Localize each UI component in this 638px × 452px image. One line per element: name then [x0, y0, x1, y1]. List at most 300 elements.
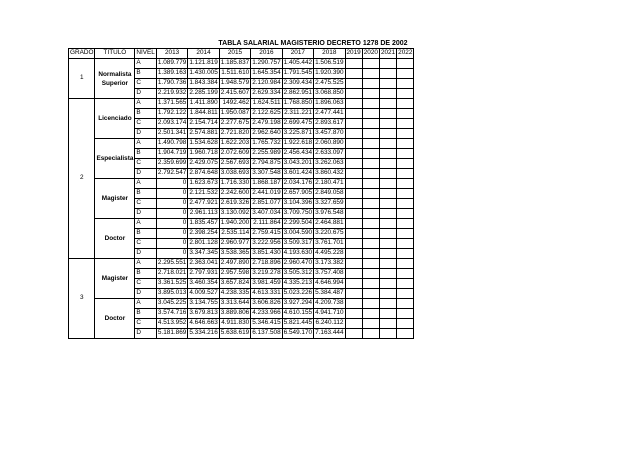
table-row	[69, 179, 414, 189]
empty-cell	[379, 219, 396, 229]
empty-cell	[397, 329, 414, 339]
salary-cell: 1492.462	[219, 99, 250, 109]
salary-cell: 2.415.607	[219, 89, 250, 99]
salary-cell: 0	[156, 219, 187, 229]
empty-cell	[345, 209, 362, 219]
empty-cell	[397, 249, 414, 259]
column-header: 2018	[314, 49, 345, 59]
empty-cell	[362, 99, 379, 109]
salary-cell: 2.893.617	[314, 119, 345, 129]
salary-cell: 3.757.408	[314, 269, 345, 279]
salary-cell: 4.941.710	[314, 309, 345, 319]
salary-cell: 1.645.354	[251, 69, 282, 79]
salary-cell: 3.574.716	[156, 309, 187, 319]
salary-cell: 4.238.335	[219, 289, 250, 299]
salary-cell: 3.538.365	[219, 249, 250, 259]
salary-cell: 3.851.430	[251, 249, 282, 259]
salary-cell: 2.477.441	[314, 109, 345, 119]
nivel-cell: C	[135, 159, 156, 169]
salary-cell: 2.567.693	[219, 159, 250, 169]
salary-cell: 5.346.415	[251, 319, 282, 329]
empty-cell	[345, 159, 362, 169]
salary-cell: 6.240.112	[314, 319, 345, 329]
salary-cell: 2.801.128	[188, 239, 219, 249]
empty-cell	[397, 239, 414, 249]
salary-cell: 4.495.228	[314, 249, 345, 259]
empty-cell	[379, 249, 396, 259]
salary-cell: 3.457.870	[314, 129, 345, 139]
nivel-cell: B	[135, 309, 156, 319]
empty-cell	[345, 179, 362, 189]
nivel-cell: D	[135, 209, 156, 219]
salary-cell: 3.361.525	[156, 279, 187, 289]
empty-cell	[397, 159, 414, 169]
empty-cell	[379, 309, 396, 319]
salary-cell: 3.509.317	[282, 239, 313, 249]
empty-cell	[379, 279, 396, 289]
empty-cell	[397, 299, 414, 309]
salary-cell: 4.610.155	[282, 309, 313, 319]
empty-cell	[362, 179, 379, 189]
empty-cell	[362, 219, 379, 229]
salary-cell: 5.638.619	[219, 329, 250, 339]
empty-cell	[379, 329, 396, 339]
salary-cell: 4.009.527	[188, 289, 219, 299]
empty-cell	[345, 229, 362, 239]
salary-cell: 2.862.951	[282, 89, 313, 99]
empty-cell	[379, 259, 396, 269]
empty-cell	[345, 149, 362, 159]
salary-cell: 0	[156, 179, 187, 189]
salary-cell: 3.347.345	[188, 249, 219, 259]
nivel-cell: D	[135, 169, 156, 179]
salary-table	[68, 48, 414, 339]
salary-cell: 2.721.820	[219, 129, 250, 139]
empty-cell	[362, 119, 379, 129]
empty-cell	[362, 89, 379, 99]
salary-cell: 2.034.176	[282, 179, 313, 189]
empty-cell	[345, 89, 362, 99]
grado-cell: 1	[69, 59, 95, 99]
empty-cell	[362, 269, 379, 279]
salary-cell: 1.490.798	[156, 139, 187, 149]
empty-cell	[345, 279, 362, 289]
empty-cell	[397, 319, 414, 329]
nivel-cell: A	[135, 219, 156, 229]
empty-cell	[397, 169, 414, 179]
empty-cell	[379, 119, 396, 129]
salary-cell: 0	[156, 239, 187, 249]
salary-cell: 3.220.675	[314, 229, 345, 239]
salary-cell: 2.759.415	[251, 229, 282, 239]
empty-cell	[345, 119, 362, 129]
salary-cell: 2.961.113	[188, 209, 219, 219]
salary-cell: 3.657.824	[219, 279, 250, 289]
salary-cell: 4.335.213	[282, 279, 313, 289]
salary-cell: 5.334.216	[188, 329, 219, 339]
salary-cell: 3.313.644	[219, 299, 250, 309]
salary-cell: 3.606.826	[251, 299, 282, 309]
empty-cell	[379, 189, 396, 199]
empty-cell	[379, 139, 396, 149]
salary-cell: 2.960.977	[219, 239, 250, 249]
empty-cell	[345, 219, 362, 229]
empty-cell	[379, 239, 396, 249]
empty-cell	[362, 289, 379, 299]
empty-cell	[345, 129, 362, 139]
salary-cell: 3.981.459	[251, 279, 282, 289]
salary-cell: 5.023.226	[282, 289, 313, 299]
empty-cell	[362, 189, 379, 199]
salary-cell: 3.219.278	[251, 269, 282, 279]
salary-cell: 3.043.201	[282, 159, 313, 169]
empty-cell	[362, 159, 379, 169]
salary-cell: 1.716.330	[219, 179, 250, 189]
salary-cell: 3.927.294	[282, 299, 313, 309]
nivel-cell: C	[135, 239, 156, 249]
empty-cell	[379, 79, 396, 89]
empty-cell	[362, 239, 379, 249]
empty-cell	[397, 309, 414, 319]
salary-cell: 0	[156, 229, 187, 239]
salary-cell: 2.479.198	[251, 119, 282, 129]
nivel-cell: A	[135, 299, 156, 309]
salary-cell: 3.045.225	[156, 299, 187, 309]
salary-cell: 3.262.063	[314, 159, 345, 169]
salary-cell: 4.911.830	[219, 319, 250, 329]
salary-cell: 2.633.097	[314, 149, 345, 159]
salary-cell: 1.623.673	[188, 179, 219, 189]
empty-cell	[362, 149, 379, 159]
salary-cell: 1.411.890	[188, 99, 219, 109]
salary-cell: 0	[156, 209, 187, 219]
salary-cell: 3.679.813	[188, 309, 219, 319]
empty-cell	[397, 139, 414, 149]
table-row	[69, 299, 414, 309]
salary-cell: 1.768.850	[282, 99, 313, 109]
column-header: 2022	[397, 49, 414, 59]
salary-cell: 6.137.508	[251, 329, 282, 339]
salary-cell: 2.121.532	[188, 189, 219, 199]
column-header: 2014	[188, 49, 219, 59]
titulo-cell: Especialista	[95, 139, 135, 179]
empty-cell	[345, 199, 362, 209]
table-row	[69, 259, 414, 269]
empty-cell	[379, 289, 396, 299]
salary-cell: 2.180.471	[314, 179, 345, 189]
salary-cell: 2.111.864	[251, 219, 282, 229]
salary-cell: 2.060.890	[314, 139, 345, 149]
empty-cell	[362, 199, 379, 209]
salary-cell: 3.173.382	[314, 259, 345, 269]
nivel-cell: B	[135, 229, 156, 239]
empty-cell	[397, 59, 414, 69]
grado-cell: 2	[69, 99, 95, 259]
salary-cell: 2.072.609	[219, 149, 250, 159]
salary-cell: 2.475.525	[314, 79, 345, 89]
salary-cell: 3.860.432	[314, 169, 345, 179]
salary-cell: 2.957.598	[219, 269, 250, 279]
empty-cell	[345, 99, 362, 109]
salary-cell: 4.613.331	[251, 289, 282, 299]
empty-cell	[397, 79, 414, 89]
salary-cell: 3.709.750	[282, 209, 313, 219]
salary-cell: 3.976.548	[314, 209, 345, 219]
nivel-cell: A	[135, 99, 156, 109]
salary-cell: 3.505.312	[282, 269, 313, 279]
nivel-cell: C	[135, 199, 156, 209]
salary-cell: 1.940.200	[219, 219, 250, 229]
salary-cell: 3.601.424	[282, 169, 313, 179]
nivel-cell: A	[135, 139, 156, 149]
empty-cell	[362, 319, 379, 329]
salary-cell: 2.718.021	[156, 269, 187, 279]
header-row	[69, 49, 414, 59]
salary-cell: 4.646.663	[188, 319, 219, 329]
titulo-cell: Doctor	[95, 299, 135, 339]
salary-cell: 2.299.504	[282, 219, 313, 229]
empty-cell	[379, 199, 396, 209]
table-row	[69, 219, 414, 229]
salary-cell: 2.797.931	[188, 269, 219, 279]
salary-cell: 2.359.699	[156, 159, 187, 169]
salary-cell: 2.441.019	[251, 189, 282, 199]
empty-cell	[379, 69, 396, 79]
salary-cell: 1.843.384	[188, 79, 219, 89]
column-header: 2013	[156, 49, 187, 59]
salary-cell: 2.242.600	[219, 189, 250, 199]
empty-cell	[345, 319, 362, 329]
salary-cell: 2.535.114	[219, 229, 250, 239]
empty-cell	[362, 229, 379, 239]
salary-cell: 5.821.445	[282, 319, 313, 329]
empty-cell	[397, 229, 414, 239]
salary-cell: 3.460.354	[188, 279, 219, 289]
empty-cell	[362, 169, 379, 179]
salary-cell: 1.506.519	[314, 59, 345, 69]
column-header: 2015	[219, 49, 250, 59]
salary-cell: 2.718.896	[251, 259, 282, 269]
empty-cell	[397, 179, 414, 189]
salary-cell: 2.464.881	[314, 219, 345, 229]
empty-cell	[397, 199, 414, 209]
empty-cell	[345, 259, 362, 269]
salary-cell: 0	[156, 199, 187, 209]
empty-cell	[362, 109, 379, 119]
salary-cell: 3.327.659	[314, 199, 345, 209]
salary-cell: 2.574.881	[188, 129, 219, 139]
titulo-cell: Normalista Superior	[95, 59, 135, 99]
empty-cell	[345, 249, 362, 259]
salary-cell: 4.233.966	[251, 309, 282, 319]
salary-cell: 1.792.122	[156, 109, 187, 119]
empty-cell	[345, 239, 362, 249]
salary-cell: 1.624.511	[251, 99, 282, 109]
empty-cell	[345, 189, 362, 199]
empty-cell	[397, 69, 414, 79]
salary-cell: 0	[156, 189, 187, 199]
salary-cell: 2.699.475	[282, 119, 313, 129]
grado-cell: 3	[69, 259, 95, 339]
column-header: 2019	[345, 49, 362, 59]
empty-cell	[379, 159, 396, 169]
nivel-cell: A	[135, 179, 156, 189]
salary-cell: 3.104.396	[282, 199, 313, 209]
salary-cell: 2.311.221	[282, 109, 313, 119]
salary-cell: 2.277.675	[219, 119, 250, 129]
salary-cell: 3.761.701	[314, 239, 345, 249]
salary-cell: 2.295.551	[156, 259, 187, 269]
salary-cell: 2.849.058	[314, 189, 345, 199]
nivel-cell: C	[135, 119, 156, 129]
salary-cell: 1.121.819	[188, 59, 219, 69]
empty-cell	[379, 229, 396, 239]
titulo-cell: Magister	[95, 259, 135, 299]
empty-cell	[362, 329, 379, 339]
salary-cell: 2.962.640	[251, 129, 282, 139]
salary-cell: 2.309.434	[282, 79, 313, 89]
salary-cell: 3.407.034	[251, 209, 282, 219]
column-header: 2017	[282, 49, 313, 59]
salary-cell: 2.657.905	[282, 189, 313, 199]
salary-cell: 1.948.579	[219, 79, 250, 89]
salary-cell: 2.285.199	[188, 89, 219, 99]
salary-cell: 3.134.755	[188, 299, 219, 309]
salary-cell: 2.794.875	[251, 159, 282, 169]
titulo-cell: Magister	[95, 179, 135, 219]
salary-cell: 1.089.779	[156, 59, 187, 69]
salary-cell: 1.765.732	[251, 139, 282, 149]
salary-cell: 5.384.487	[314, 289, 345, 299]
salary-cell: 2.497.890	[219, 259, 250, 269]
empty-cell	[397, 269, 414, 279]
salary-cell: 3.038.693	[219, 169, 250, 179]
empty-cell	[345, 269, 362, 279]
empty-cell	[397, 259, 414, 269]
table-row	[69, 99, 414, 109]
empty-cell	[345, 309, 362, 319]
salary-cell: 2.120.984	[251, 79, 282, 89]
nivel-cell: C	[135, 79, 156, 89]
salary-cell: 3.225.871	[282, 129, 313, 139]
salary-cell: 2.093.174	[156, 119, 187, 129]
salary-cell: 2.363.041	[188, 259, 219, 269]
nivel-cell: B	[135, 109, 156, 119]
salary-cell: 4.513.952	[156, 319, 187, 329]
salary-cell: 4.193.630	[282, 249, 313, 259]
empty-cell	[397, 149, 414, 159]
empty-cell	[397, 109, 414, 119]
empty-cell	[379, 59, 396, 69]
nivel-cell: D	[135, 329, 156, 339]
salary-cell: 1.904.719	[156, 149, 187, 159]
salary-cell: 1.185.837	[219, 59, 250, 69]
empty-cell	[379, 109, 396, 119]
nivel-cell: B	[135, 149, 156, 159]
empty-cell	[345, 69, 362, 79]
empty-cell	[379, 319, 396, 329]
empty-cell	[345, 289, 362, 299]
nivel-cell: D	[135, 89, 156, 99]
salary-cell: 7.163.444	[314, 329, 345, 339]
salary-cell: 1.511.610	[219, 69, 250, 79]
salary-cell: 1.835.457	[188, 219, 219, 229]
salary-cell: 2.501.341	[156, 129, 187, 139]
salary-cell: 0	[156, 249, 187, 259]
empty-cell	[379, 269, 396, 279]
salary-cell: 3.004.590	[282, 229, 313, 239]
empty-cell	[379, 99, 396, 109]
nivel-cell: A	[135, 59, 156, 69]
empty-cell	[345, 59, 362, 69]
empty-cell	[345, 109, 362, 119]
empty-cell	[362, 209, 379, 219]
empty-cell	[379, 209, 396, 219]
empty-cell	[397, 279, 414, 289]
nivel-cell: C	[135, 279, 156, 289]
salary-cell: 1.896.063	[314, 99, 345, 109]
table-row	[69, 59, 414, 69]
nivel-cell: D	[135, 129, 156, 139]
salary-cell: 1.430.005	[188, 69, 219, 79]
salary-cell: 2.619.326	[219, 199, 250, 209]
empty-cell	[397, 289, 414, 299]
empty-cell	[397, 89, 414, 99]
salary-cell: 1.791.545	[282, 69, 313, 79]
salary-cell: 1.844.811	[188, 109, 219, 119]
column-header: NIVEL	[135, 49, 156, 59]
salary-cell: 2.255.989	[251, 149, 282, 159]
salary-cell: 2.429.075	[188, 159, 219, 169]
empty-cell	[379, 299, 396, 309]
empty-cell	[345, 79, 362, 89]
empty-cell	[362, 59, 379, 69]
column-header: 2020	[362, 49, 379, 59]
empty-cell	[345, 299, 362, 309]
salary-cell: 2.792.547	[156, 169, 187, 179]
nivel-cell: A	[135, 259, 156, 269]
nivel-cell: B	[135, 69, 156, 79]
empty-cell	[379, 129, 396, 139]
salary-cell: 6.549.170	[282, 329, 313, 339]
empty-cell	[345, 139, 362, 149]
salary-cell: 1.950.087	[219, 109, 250, 119]
nivel-cell: B	[135, 189, 156, 199]
empty-cell	[397, 99, 414, 109]
empty-cell	[362, 79, 379, 89]
salary-cell: 2.456.434	[282, 149, 313, 159]
empty-cell	[362, 249, 379, 259]
salary-cell: 2.851.077	[251, 199, 282, 209]
empty-cell	[397, 119, 414, 129]
salary-cell: 2.154.714	[188, 119, 219, 129]
salary-cell: 3.068.850	[314, 89, 345, 99]
salary-cell: 1.622.203	[219, 139, 250, 149]
empty-cell	[362, 309, 379, 319]
empty-cell	[362, 259, 379, 269]
salary-cell: 1.405.442	[282, 59, 313, 69]
salary-cell: 2.122.625	[251, 109, 282, 119]
salary-cell: 4.646.994	[314, 279, 345, 289]
column-header: 2021	[379, 49, 396, 59]
nivel-cell: B	[135, 269, 156, 279]
empty-cell	[362, 279, 379, 289]
salary-cell: 3.889.806	[219, 309, 250, 319]
column-header: GRADO	[69, 49, 95, 59]
salary-cell: 3.895.013	[156, 289, 187, 299]
empty-cell	[379, 149, 396, 159]
empty-cell	[362, 139, 379, 149]
